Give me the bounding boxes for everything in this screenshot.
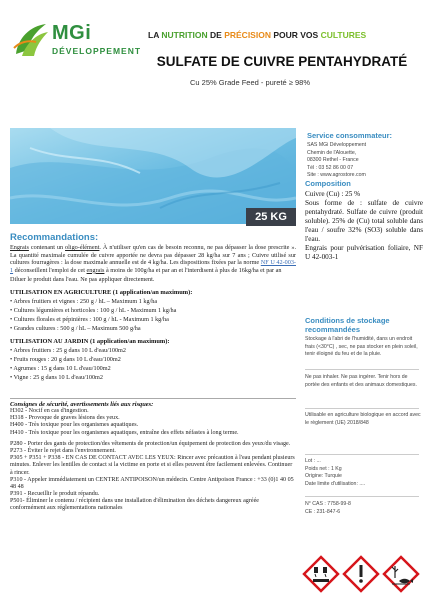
divider xyxy=(10,398,296,399)
divider xyxy=(305,369,419,370)
reco-text-part: Engrais xyxy=(10,244,29,251)
reco-text-part: . À n'utiliser qu'en cas de besoin reconnu, ne pas dépasser la dose prescrite ». La quantité maximale cumulée de cuivre apportée ne devra pas dépasser 28 kg/ha sur 7 ans ; Cuivre utilisé sur cultures fourragères : la dose maximale annuelle est de 4 kg/ha. Les dispositions fixées par la norme xyxy=(10,244,296,267)
service-heading: Service consommateur: xyxy=(307,131,393,140)
precaution-statement: P280 - Porter des gants de protection/des vêtements de protection/un équipement de protection des yeux/du visage. xyxy=(10,440,291,447)
info-column xyxy=(301,126,423,600)
cas-line: CE : 231-847-6 xyxy=(305,508,341,515)
composition-heading: Composition xyxy=(305,179,351,188)
service-line: Site : www.agrostore.com xyxy=(307,172,366,179)
safety-instructions xyxy=(10,401,296,513)
composition xyxy=(305,179,423,262)
cas-line: N° CAS : 7758-99-8 xyxy=(305,501,351,507)
storage-conditions xyxy=(305,316,423,359)
hazard-statement: H318 - Provoque de graves lésions des yeux. xyxy=(10,415,120,422)
ghs-pictograms xyxy=(301,554,423,598)
tagline-nutrition: NUTRITION xyxy=(161,30,208,40)
tagline-part3: POUR VOS xyxy=(270,30,321,40)
agri-usage-item: • Cultures légumières et horticoles : 100 g / hL - Maximum 1 kg/ha xyxy=(10,307,177,315)
reco-text-part: déconseillent l'emploi de cet xyxy=(13,266,87,274)
lot-info xyxy=(305,458,423,488)
tagline-precision: PRÉCISION xyxy=(224,30,271,40)
service-line: 08300 Rethel - France xyxy=(307,157,359,164)
tagline-part2: DE xyxy=(207,30,225,40)
leaf-swirl-icon xyxy=(12,20,50,60)
precaution-statement: P273 - Éviter le rejet dans l'environnement. xyxy=(10,447,116,454)
safety-note-text: Ne pas inhaler. Ne pas ingérer. Tenir hors de portée des enfants et des animaux domestiques. xyxy=(305,374,417,388)
recommendations xyxy=(10,232,296,381)
dilute-instruction: Diluer le produit dans l'eau. Ne pas appliquer directement. xyxy=(10,276,155,284)
safety-heading: Consignes de sécurité, avertissements liés aux risques: xyxy=(10,401,154,408)
hazard-statement: H400 - Très toxique pour les organismes aquatiques. xyxy=(10,422,139,429)
garden-usage-item: • Agrumes : 15 g dans 10 L d'eau/100m2 xyxy=(10,365,111,373)
agri-usage-item: • Cultures florales et pépinières : 100 g / hL - Maximum 1 kg/ha xyxy=(10,316,169,324)
organic-note xyxy=(305,412,423,427)
tagline-part1: LA xyxy=(148,30,162,40)
consumer-service xyxy=(307,131,421,180)
precaution-statement: P310 - Appeler immédiatement un CENTRE ANTIPOISON/un médecin. Centre Antipoison France : +33 (0)1 40 05 48 48 xyxy=(10,476,294,490)
brand-name: MGi xyxy=(52,22,92,44)
precaution-statement: P305 + P351 + P338 - EN CAS DE CONTACT AVEC LES YEUX: Rincer avec précaution à l'eau pendant plusieurs minutes. Enlever les lentilles de contact si la victime en porte et si elles peuvent être facilement enlevées. Continuer à rincer. xyxy=(10,455,295,476)
hazard-statement: H302 - Nocif en cas d'ingestion. xyxy=(10,408,89,414)
cas-info xyxy=(305,501,423,516)
header xyxy=(0,0,426,124)
service-line: SAS MGi Développement xyxy=(307,142,367,148)
brand-logo xyxy=(12,18,142,66)
organic-note-text: Utilisable en agriculture biologique en accord avec le règlement (UE) 2018/848 xyxy=(305,412,421,426)
recommendations-heading: Recommandations: xyxy=(10,232,99,243)
garden-usage-item: • Arbres fruitiers : 25 g dans 10 L d'eau/100m2 xyxy=(10,347,126,355)
service-line: Tél : 03 52 86 00 07 xyxy=(307,164,354,171)
reco-text-part: engrais xyxy=(86,266,105,274)
lot-line: Lot : ... xyxy=(305,458,321,464)
agri-usage-item: • Grandes cultures : 500 g / hL – Maximum 500 g/ha xyxy=(10,325,141,333)
weight-badge: 25 KG xyxy=(246,208,296,226)
precaution-statement: P391 - Recueillir le produit répandu. xyxy=(10,491,100,498)
recommendations-text xyxy=(10,244,296,274)
divider xyxy=(305,408,419,409)
precaution-statement: P501- Éliminer le contenu / récipient dans une installation d'élimination des déchets dangereux agréée conformément aux réglementations nationales xyxy=(10,498,259,512)
composition-body: Sous forme de : sulfate de cuivre pentahydraté. Sulfate de cuivre (produit soluble). 25% de (Cu) total soluble dans l'eau / soufre 32% (SO3) soluble dans l'eau. xyxy=(305,199,423,243)
corrosion-icon xyxy=(301,554,341,594)
storage-body: Stockage à l'abri de l'humidité, dans un endroit frais (<30°C) , sec, ne pas stocker en plein soleil, tenir éloigné du feu et de la pluie. xyxy=(305,336,418,358)
garden-usage-item: • Vigne : 25 g dans 10 L d'eau/100m2 xyxy=(10,374,103,382)
agri-usage-heading: UTILISATION EN AGRICULTURE (1 application/an maximum): xyxy=(10,289,193,297)
reco-text-part: à moins de 100g/ha et par an et l'interdisent à plus de 16kg/ha et par an xyxy=(104,266,282,274)
divider xyxy=(305,496,419,497)
composition-line: Cuivre (Cu) : 25 % xyxy=(305,190,361,198)
composition-usage: Engrais pour pulvérisation foliaire, NF U 42-003-1 xyxy=(305,244,423,261)
storage-heading: Conditions de stockage recommandées xyxy=(305,316,390,334)
reco-text-part: oligo-élément xyxy=(65,244,100,251)
tagline-cultures: CULTURES xyxy=(320,30,367,40)
divider xyxy=(305,454,419,455)
exclamation-icon xyxy=(341,554,381,594)
agri-usage-item: • Arbres fruitiers et vignes : 250 g / hL – Maximum 1 kg/ha xyxy=(10,298,158,306)
service-line: Chemin de l'Alouette, xyxy=(307,149,357,156)
garden-usage-item: • Fruits rouges : 20 g dans 10 L d'eau/100m2 xyxy=(10,356,121,364)
brand-subtitle: DÉVELOPPEMENT xyxy=(52,46,142,56)
product-subtitle: Cu 25% Grade Feed - pureté ≥ 98% xyxy=(190,78,311,87)
lot-line: Origine: Turquie xyxy=(305,473,342,480)
product-title: SULFATE DE CUIVRE PENTAHYDRATÉ xyxy=(156,54,408,69)
environment-icon xyxy=(381,554,421,594)
tagline xyxy=(148,30,418,40)
hazard-statement: H410 - Très toxique pour les organismes aquatiques, entraîne des effets néfastes à long terme. xyxy=(10,429,239,436)
lot-line: Poids net : 1 Kg xyxy=(305,465,342,472)
lot-line: Date limite d'utilisation: .... xyxy=(305,480,366,487)
reco-text-part: contenant un xyxy=(28,244,66,251)
safety-note xyxy=(305,374,423,389)
reco-text-part: NF U 42-003-1 xyxy=(10,259,296,274)
garden-usage-heading: UTILISATION AU JARDIN (1 application/an maximum): xyxy=(10,338,170,346)
